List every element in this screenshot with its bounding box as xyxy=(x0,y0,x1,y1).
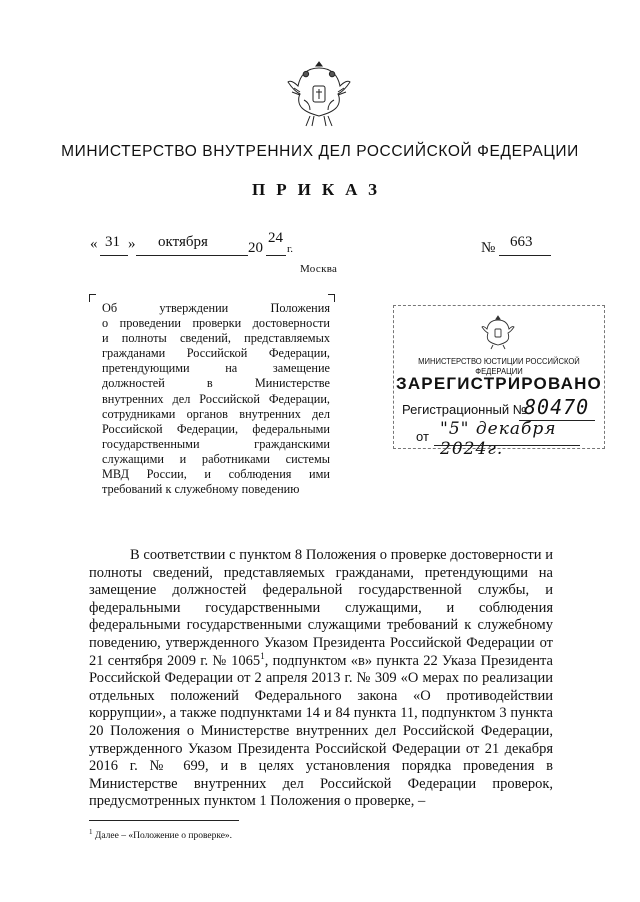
footnote xyxy=(89,828,232,841)
stamp-reg-label: Регистрационный № xyxy=(402,402,527,417)
preamble-paragraph xyxy=(89,547,553,811)
stamp-reg-number: 80470 xyxy=(524,395,590,419)
stamp-status: ЗАРЕГИСТРИРОВАНО xyxy=(395,374,602,393)
city: Москва xyxy=(300,263,338,275)
date-year-suffix: 24 xyxy=(268,230,283,246)
subject-line: Об утверждении Положения xyxy=(102,301,330,315)
date-quote-close: » xyxy=(128,236,136,252)
preamble-text-part2: , подпунктом «в» пункта 22 Указа Президента Российской Федерации от 2 апреля 2013 г. № 309 «О мерах по реализации отдельных положений Федерального закона «О противодействии коррупции», а также подпунктами 14 и 84 пункта 11, подпунктом 3 пункта 20 Положения о Министерстве внутренних дел Российской Федерации, утвержденного Указом Президента Российской Федерации от 21 декабря 2016 г. № 699, и в целях установления порядка проведения в Министерстве внутренних дел Российской Федерации проверок, предусмотренных пунктом 1 Положения о проверке, – xyxy=(89,652,553,810)
subject-line: МВД России, и соблюдения ими xyxy=(102,467,330,482)
footnote-reference: 1 xyxy=(260,650,265,661)
footnote-marker: 1 xyxy=(89,828,93,836)
document-type-title: ПРИКАЗ xyxy=(252,180,388,199)
order-number-label: № xyxy=(481,240,496,256)
subject-line: должностей в Министерстве xyxy=(102,376,330,391)
preamble-text-part1: В соответствии с пунктом 8 Положения о проверке достоверности и полноты сведений, представляемых гражданами, претендующими на замещение должностей федеральной государственной службы, и федеральными государственными служащими, и соблюдения федеральными государственными служащими требований к служебному поведению, утвержденного Указом Президента Российской Федерации от 21 сентября 2009 г. № 1065 xyxy=(89,547,553,669)
double-headed-eagle-emblem-icon xyxy=(286,58,352,130)
order-number: 663 xyxy=(510,234,533,250)
registration-stamp xyxy=(393,305,605,459)
footnote-divider xyxy=(89,820,239,821)
ministry-title: МИНИСТЕРСТВО ВНУТРЕННИХ ДЕЛ РОССИЙСКОЙ ФЕДЕРАЦИИ xyxy=(61,143,579,160)
subject-line: государственными гражданскими xyxy=(102,436,330,451)
subject-line: претендующими на замещение xyxy=(102,361,330,376)
date-day: 31 xyxy=(105,234,120,250)
subject-line: и полноты сведений, представляемых xyxy=(102,331,330,346)
subject-line: внутренних дел Российской Федерации, xyxy=(102,391,330,406)
subject-line: Российской Федерации, федеральными xyxy=(102,421,330,436)
date-quote-open: « xyxy=(90,236,98,252)
order-subject xyxy=(102,301,330,497)
date-year-prefix: 20 xyxy=(248,240,263,256)
date-month: октября xyxy=(158,234,208,250)
subject-line: требований к служебному поведению xyxy=(102,482,300,497)
subject-line: служащими и работниками системы xyxy=(102,451,330,466)
stamp-ministry: МИНИСТЕРСТВО ЮСТИЦИИ РОССИЙСКОЙ ФЕДЕРАЦИИ xyxy=(418,356,580,376)
stamp-reg-date: "5" декабря 2024г. xyxy=(440,419,557,459)
subject-line: гражданами Российской Федерации, xyxy=(102,346,330,361)
stamp-from-label: от xyxy=(416,429,429,444)
subject-bracket-left xyxy=(89,294,96,302)
subject-line: о проведении проверки достоверности xyxy=(102,316,330,331)
stamp-date-underline xyxy=(434,445,580,446)
subject-line: сотрудниками органов внутренних дел xyxy=(102,406,330,421)
date-year-abbr: г. xyxy=(287,243,294,255)
footnote-text: Далее – «Положение о проверке». xyxy=(92,831,233,842)
small-eagle-emblem-icon xyxy=(480,314,516,350)
